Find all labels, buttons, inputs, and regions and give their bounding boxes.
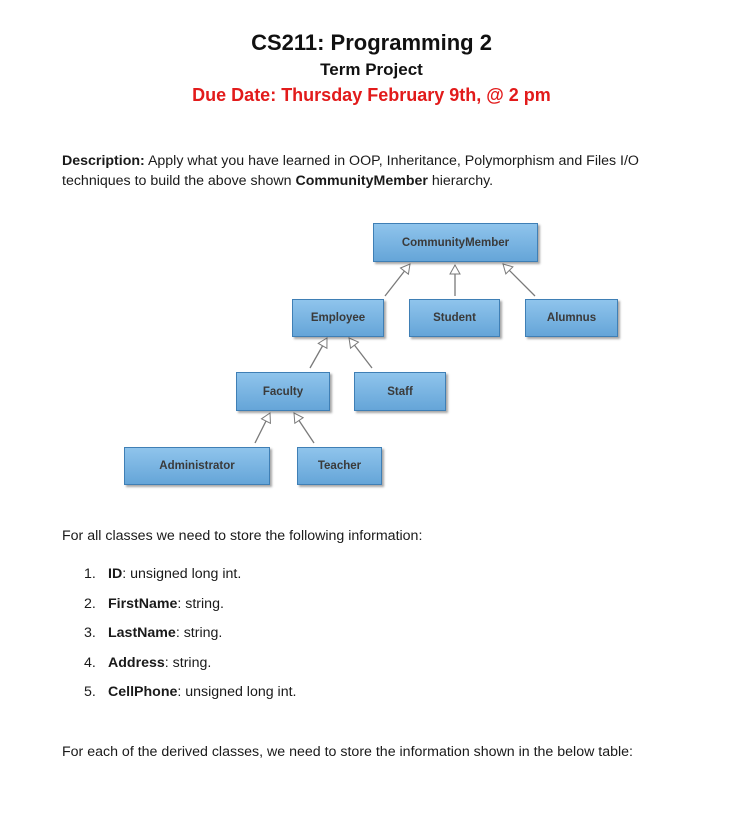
project-subtitle: Term Project bbox=[320, 60, 423, 79]
field-name: CellPhone bbox=[108, 684, 178, 700]
field-type: : unsigned long int. bbox=[122, 566, 242, 582]
class-box-faculty: Faculty bbox=[236, 372, 330, 411]
due-date: Due Date: Thursday February 9th, @ 2 pm bbox=[192, 85, 551, 105]
field-type: : string. bbox=[175, 625, 223, 641]
list-number: 4. bbox=[84, 654, 96, 671]
class-box-staff: Staff bbox=[354, 372, 446, 411]
list-number: 1. bbox=[84, 566, 96, 582]
list-number: 3. bbox=[84, 625, 96, 641]
list-item bbox=[84, 566, 296, 596]
course-title: CS211: Programming 2 bbox=[251, 30, 492, 55]
class-box-alumnus: Alumnus bbox=[525, 299, 618, 337]
list-item bbox=[84, 655, 296, 685]
field-type: : unsigned long int. bbox=[177, 684, 297, 700]
field-name: ID bbox=[108, 566, 123, 582]
description-label: Description: bbox=[62, 153, 145, 169]
description-class-name: CommunityMember bbox=[295, 173, 428, 189]
description-paragraph bbox=[62, 151, 692, 191]
class-box-communitymember: CommunityMember bbox=[373, 223, 538, 262]
arrow-faculty-to-employee bbox=[310, 338, 327, 368]
arrow-employee-to-communitymember bbox=[385, 264, 410, 296]
arrow-staff-to-employee bbox=[349, 338, 372, 368]
class-box-administrator: Administrator bbox=[124, 447, 270, 485]
arrow-teacher-to-faculty bbox=[294, 413, 314, 443]
field-list bbox=[84, 566, 296, 714]
list-item bbox=[84, 596, 296, 626]
field-name: Address bbox=[108, 654, 165, 671]
field-name: FirstName bbox=[108, 595, 178, 612]
list-number: 5. bbox=[84, 684, 96, 700]
list-item bbox=[84, 625, 296, 655]
field-name: LastName bbox=[108, 625, 176, 641]
list-number: 2. bbox=[84, 595, 96, 612]
class-box-student: Student bbox=[409, 299, 500, 337]
derived-intro: For each of the derived classes, we need to store the information shown in the below table: bbox=[62, 744, 633, 760]
field-type: : string. bbox=[177, 595, 224, 612]
list-item bbox=[84, 684, 296, 714]
arrow-alumnus-to-communitymember bbox=[503, 264, 535, 296]
info-intro: For all classes we need to store the following information: bbox=[62, 528, 423, 544]
description-text-after: hierarchy. bbox=[427, 173, 494, 189]
arrow-administrator-to-faculty bbox=[255, 413, 270, 443]
description-text-before: Apply what you have learned in OOP, Inheritance, Polymorphism and Files I/O techniques to build the above shown bbox=[62, 153, 639, 189]
field-type: : string. bbox=[164, 654, 212, 671]
class-box-teacher: Teacher bbox=[297, 447, 382, 485]
class-box-employee: Employee bbox=[292, 299, 384, 337]
